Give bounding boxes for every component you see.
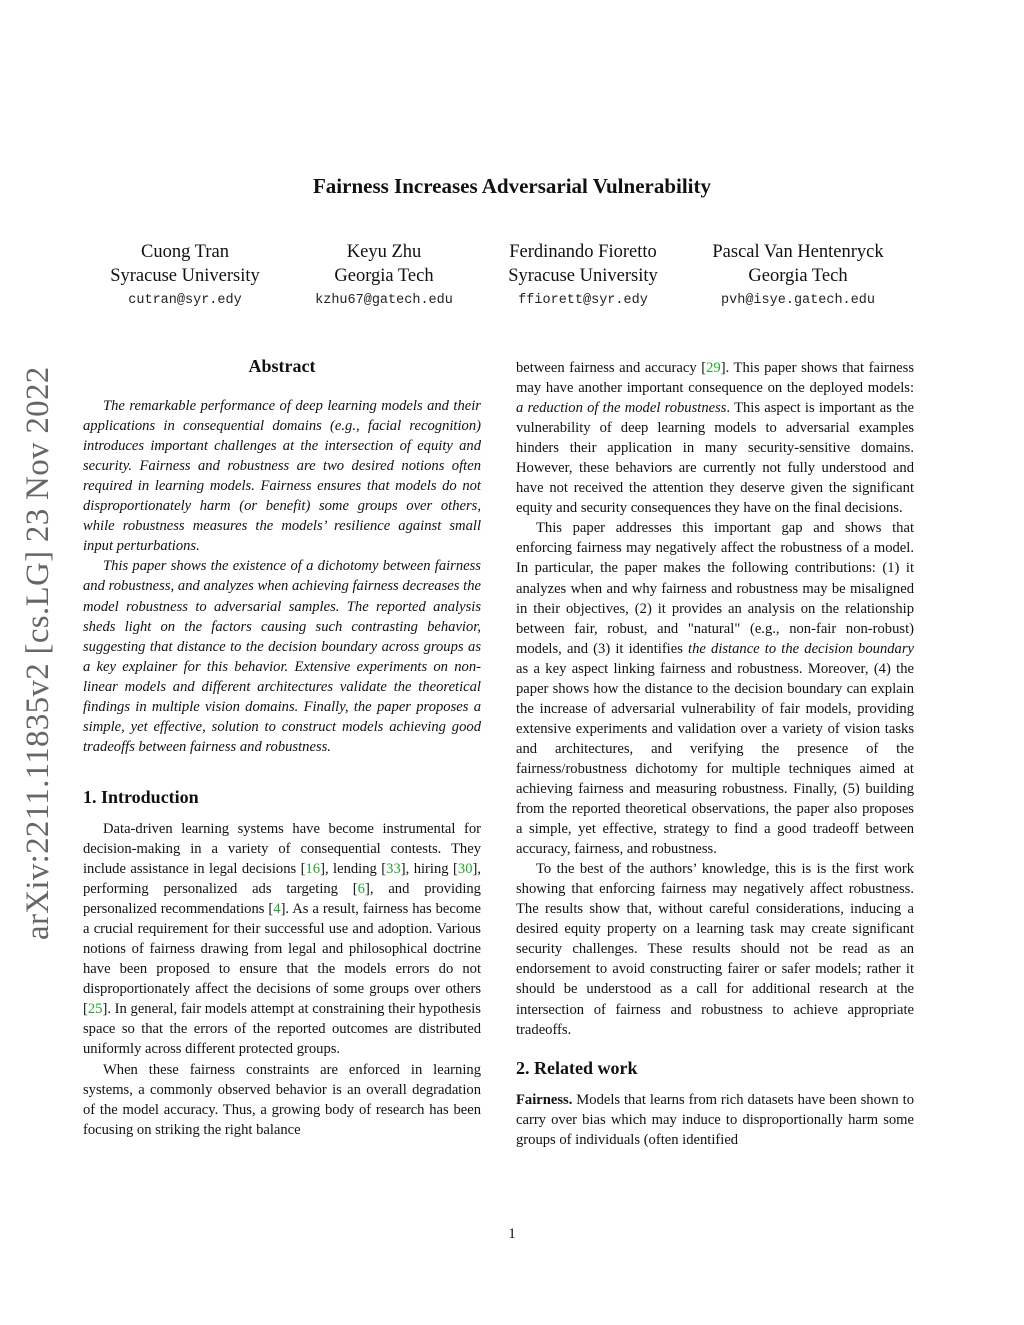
author-name: Pascal Van Hentenryck [712, 242, 884, 262]
author-affiliation: Georgia Tech [748, 266, 848, 286]
author-name: Cuong Tran [141, 242, 229, 262]
right-column [516, 358, 914, 1150]
author-name: Keyu Zhu [346, 242, 422, 262]
author-block [473, 240, 693, 310]
author-affiliation: Syracuse University [508, 266, 658, 286]
author-block [75, 240, 295, 310]
intro-paragraph: This paper addresses this important gap and shows that enforcing fairness may negatively affect the robustness of a model. In particular, the paper makes the following contributions: (1) it analyzes when and why fairness and robustness may be misaligned in their objectives, (2) it provides an analysis on the relationship between fair, robust, and "natural" (e.g., non-fair non-robust) models, and (3) it identifies the distance to the decision boundary as a key aspect linking fairness and robustness. Moreover, (4) the paper shows how the distance to the decision boundary can explain the increase of adversarial vulnerability of fair models, providing extensive experiments and validation over a variety of vision tasks and architectures, and verifying the presence of the fairness/robustness dichotomy for multiple techniques aimed at achieving fairness and measuring robustness. Finally, (5) building from the reported theoretical observations, the paper also proposes a simple, yet effective, strategy to find a good tradeoff between accuracy, fairness, and robustness. [516, 520, 914, 858]
citation-link[interactable]: 29 [706, 360, 721, 376]
intro-paragraph: To the best of the authors’ knowledge, this is is the first work showing that enforcing fairness may negatively affect robustness. The results show that, without careful considerations, inducing a desired equity property on a learning task may create significant security challenges. These results should not be read as an endorsement to avoid constructing fairer or safer models; rather it should be understood as a call for additional research at the intersection of fairness and robustness to achieve appropriate tradeoffs. [516, 861, 914, 1038]
page-number: 1 [508, 1226, 516, 1242]
abstract-heading: Abstract [248, 356, 316, 376]
author-block [688, 240, 908, 310]
citation-link[interactable]: 16 [305, 861, 321, 878]
abstract-paragraph: The remarkable performance of deep learning models and their applications in consequential domains (e.g., facial recognition) introduces important challenges at the intersection of equity and security. Fairness and robustness are two desired notions often required in learning models. Fairness ensures that models do not disproportionately harm (or benefit) some groups over others, while robustness measures the models’ resilience against small input perturbations. [83, 398, 481, 555]
abstract-body [83, 396, 481, 757]
intro-paragraph-continued: between fairness and accuracy [29]. This paper shows that fairness may have another important consequence on the deployed models: a reduction of the model robustness. This aspect is important as the vulnerability of deep learning models to adversarial examples hinders their application in many security-sensitive domains. However, these behaviors are currently not fully understood and have not received the attention they deserve given the significant equity and security consequences they have on the final decisions. [516, 360, 914, 517]
citation-link[interactable]: 33 [386, 861, 401, 878]
citation-link[interactable]: 30 [457, 861, 473, 878]
citation-link[interactable]: 25 [87, 1001, 103, 1018]
intro-paragraph: When these fairness constraints are enforced in learning systems, a commonly observed behavior is an overall degradation of the model accuracy. Thus, a growing body of research has been focusing on striking the right balance [83, 1061, 481, 1138]
author-email: pvh@isye.gatech.edu [721, 293, 875, 308]
citation-link[interactable]: 4 [273, 901, 281, 918]
author-affiliation: Georgia Tech [334, 266, 434, 286]
abstract-paragraph: This paper shows the existence of a dichotomy between fairness and robustness, and analyzes when achieving fairness decreases the model robustness to adversarial samples. The reported analysis sheds light on the factors causing such contrasting behavior, suggesting that distance to the decision boundary across groups as a key explainer for this behavior. Extensive experiments on non-linear models and different architectures validate the theoretical findings in multiple vision domains. Finally, the paper proposes a simple, yet effective, solution to construct models achieving good tradeoffs between fairness and robustness. [83, 558, 481, 755]
author-block [274, 240, 494, 310]
paper-title: Fairness Increases Adversarial Vulnerability [312, 174, 712, 198]
author-affiliation: Syracuse University [110, 266, 260, 286]
author-email: cutran@syr.edy [128, 293, 242, 308]
related-paragraph: Fairness. Models that learns from rich datasets have been shown to carry over bias which may induce to disproportionally harm some groups of individuals (often identified [516, 1091, 914, 1148]
section-heading-related-work: 2. Related work [516, 1057, 638, 1078]
arxiv-identifier: arXiv:2211.11835v2 [cs.LG] 23 Nov 2022 [20, 366, 56, 940]
section-heading-introduction: 1. Introduction [83, 786, 199, 807]
left-column [83, 356, 481, 1140]
author-name: Ferdinando Fioretto [509, 242, 657, 262]
author-email: kzhu67@gatech.edu [315, 293, 453, 308]
intro-paragraph: Data-driven learning systems have become instrumental for decision-making in a variety of consequential contests. They include assistance in legal decisions [16], lending [33], hiring [30], performing personalized ads targeting [6], and providing personalized recommendations [4]. As a result, fairness has become a crucial requirement for their successful use and adoption. Various notions of fairness drawing from legal and philosophical doctrine have been proposed to ensure that the models errors do not disproportionately affect the decisions of some groups over others [25]. In general, fair models attempt at constraining their hypothesis space so that the errors of the reported outcomes are distributed uniformly across different protected groups. [83, 820, 481, 1058]
citation-link[interactable]: 6 [357, 881, 365, 898]
author-email: ffiorett@syr.edy [518, 293, 648, 308]
